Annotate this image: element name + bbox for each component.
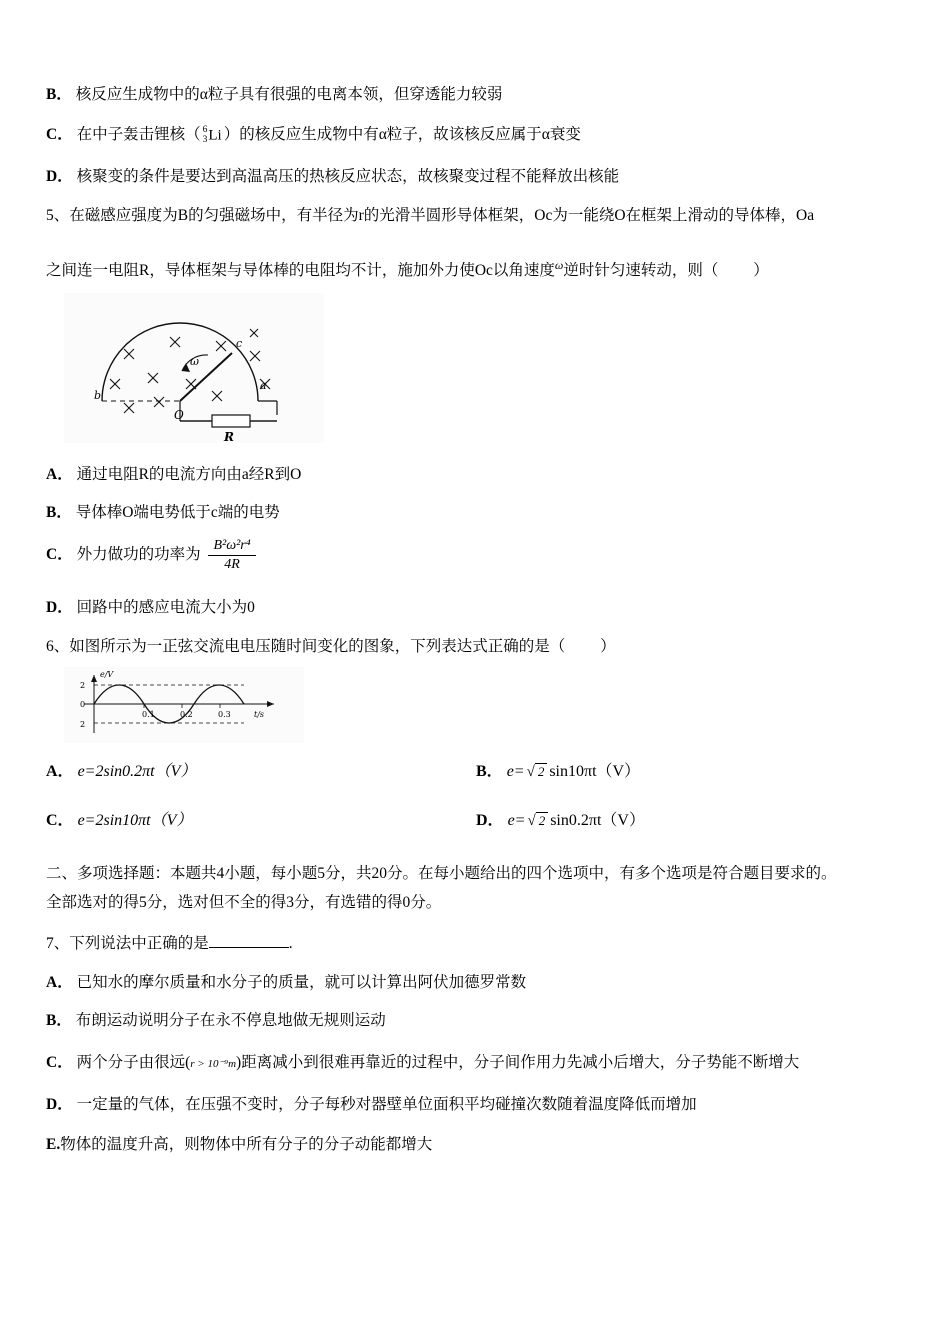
option-text-pre: 两个分子由很远( xyxy=(76,1053,191,1071)
option-q6-a xyxy=(46,758,476,781)
option-text-post: sin0.2πt（V） xyxy=(550,811,645,829)
option-label: C． xyxy=(46,1053,73,1071)
option-label: D． xyxy=(46,1095,73,1113)
option-label: C． xyxy=(46,126,73,143)
question-6-stem xyxy=(46,635,906,659)
option-label: D． xyxy=(46,598,73,616)
ytick-0: 0 xyxy=(80,699,86,709)
nuclide-atomic-number: 3 xyxy=(202,134,208,145)
stem-text: 7、下列说法中正确的是 xyxy=(46,934,209,952)
option-q6-c xyxy=(46,807,476,830)
xtick-0-3: 0.3 xyxy=(218,709,231,719)
label-c: c xyxy=(236,336,243,350)
option-label: D． xyxy=(476,811,504,829)
stem-part-a: 之间连一电阻R，导体框架与导体棒的电阻均不计，施加外力使Oc以角速度 xyxy=(46,261,555,279)
option-q7-d xyxy=(46,1092,906,1114)
option-q5-b xyxy=(46,500,906,522)
ytick-2-top: 2 xyxy=(80,680,86,690)
option-text-after: ）的核反应生成物中有α粒子，故该核反应属于α衰变 xyxy=(223,126,581,143)
section-2-heading-line1: 二、多项选择题：本题共4小题，每小题5分，共20分。在每小题给出的四个选项中，有多个选项是符合题目要求的。 xyxy=(46,864,837,882)
option-q7-a xyxy=(46,970,906,992)
option-label: A． xyxy=(46,762,74,780)
xtick-0-2: 0.2 xyxy=(180,709,193,719)
label-omega: ω xyxy=(190,354,199,368)
option-q4-d xyxy=(46,164,906,186)
option-text: 一定量的气体，在压强不变时，分子每秒对器壁单位面积平均碰撞次数随着温度降低而增加 xyxy=(76,1095,697,1113)
question-5-stem-line1: 5、在磁感应强度为B的匀强磁场中，有半径为r的光滑半圆形导体框架，Oc为一能绕O在框架上滑动的导体棒，Oa xyxy=(46,206,815,224)
option-label: A． xyxy=(46,465,73,483)
ytick-2-bottom: 2 xyxy=(80,719,86,729)
stem-text: 6、如图所示为一正弦交流电电压随时间变化的图象，下列表达式正确的是（ xyxy=(46,637,566,655)
stem-period: . xyxy=(288,934,293,952)
option-text: 物体的温度升高，则物体中所有分子的分子动能都增大 xyxy=(60,1135,433,1153)
sqrt-symbol: √ 2 xyxy=(525,812,550,830)
figure-sine-wave xyxy=(64,667,906,748)
label-R: R xyxy=(224,429,234,443)
option-text: 核聚变的条件是要达到高温高压的热核反应状态，故核聚变过程不能释放出核能 xyxy=(76,167,620,185)
nuclide-lithium xyxy=(203,126,222,146)
inline-formula-distance: r > 10⁻⁹m xyxy=(190,1057,237,1070)
option-q7-b xyxy=(46,1008,906,1030)
nuclide-symbol: Li xyxy=(208,127,222,143)
option-q6-b xyxy=(476,758,906,781)
option-text-pre: e= xyxy=(507,811,526,829)
label-a: a xyxy=(260,378,267,392)
option-q4-b xyxy=(46,82,906,104)
question-5-stem-line2 xyxy=(46,256,906,283)
option-q5-c xyxy=(46,538,906,573)
question-6-options-row1 xyxy=(46,758,906,781)
label-b: b xyxy=(94,388,102,402)
option-label: B． xyxy=(476,762,503,780)
option-q7-c xyxy=(46,1050,906,1072)
option-q5-a xyxy=(46,462,906,484)
option-text: 回路中的感应电流大小为0 xyxy=(76,598,255,616)
section-2-heading-line2: 全部选对的得5分，选对但不全的得3分，有选错的得0分。 xyxy=(46,893,442,911)
formula-numerator: B²ω²r⁴ xyxy=(208,538,255,556)
option-text-pre: e= xyxy=(506,762,525,780)
option-text: 核反应生成物中的α粒子具有很强的电离本领，但穿透能力较弱 xyxy=(75,86,503,103)
option-text: 导体棒O端电势低于c端的电势 xyxy=(75,503,280,521)
stem-part-b: 逆时针匀速转动，则（ xyxy=(563,261,719,279)
document-content xyxy=(46,82,906,1172)
omega-symbol: ω xyxy=(554,257,564,272)
option-q4-c xyxy=(46,122,906,146)
option-label: B． xyxy=(46,1011,72,1029)
answer-blank xyxy=(209,947,289,948)
option-label: C． xyxy=(46,811,74,829)
option-q7-e xyxy=(46,1132,906,1154)
option-text: 布朗运动说明分子在永不停息地做无规则运动 xyxy=(75,1011,386,1029)
formula-power xyxy=(208,538,255,573)
question-6-options-row2 xyxy=(46,807,906,830)
stem-part-c: ） xyxy=(753,261,769,279)
sqrt-radicand: 2 xyxy=(536,812,549,829)
axis-label-x: t/s xyxy=(254,709,265,719)
option-label: B． xyxy=(46,86,72,103)
option-label: A． xyxy=(46,973,73,991)
formula-denominator: 4R xyxy=(224,556,240,572)
option-text-before: 在中子轰击锂核（ xyxy=(76,126,201,143)
option-text: 外力做功的功率为 xyxy=(76,545,201,563)
label-O: O xyxy=(174,407,184,422)
option-q5-d xyxy=(46,595,906,617)
option-label: D． xyxy=(46,167,73,185)
question-7-stem xyxy=(46,932,906,956)
option-label: B． xyxy=(46,503,72,521)
option-q6-d xyxy=(476,807,906,830)
sqrt-radicand: 2 xyxy=(535,763,548,780)
option-text: e=2sin0.2πt（V） xyxy=(77,762,197,780)
option-text: 已知水的摩尔质量和水分子的质量，就可以计算出阿伏加德罗常数 xyxy=(76,973,527,991)
option-text-post: )距离减小到很难再靠近的过程中，分子间作用力先减小后增大，分子势能不断增大 xyxy=(236,1053,800,1071)
option-label: E. xyxy=(46,1135,61,1153)
axis-label-y: e/V xyxy=(100,669,114,679)
option-text: 通过电阻R的电流方向由a经R到O xyxy=(76,465,302,483)
option-text: e=2sin10πt（V） xyxy=(77,811,193,829)
option-text-post: sin10πt（V） xyxy=(549,762,641,780)
sqrt-symbol: √ 2 xyxy=(525,763,550,781)
option-label: C． xyxy=(46,545,73,563)
xtick-0-1: 0.1 xyxy=(142,709,155,719)
nuclide-mass-number: 6 xyxy=(202,124,208,135)
figure-semicircular-frame xyxy=(64,293,906,448)
stem-end: ） xyxy=(600,637,616,655)
